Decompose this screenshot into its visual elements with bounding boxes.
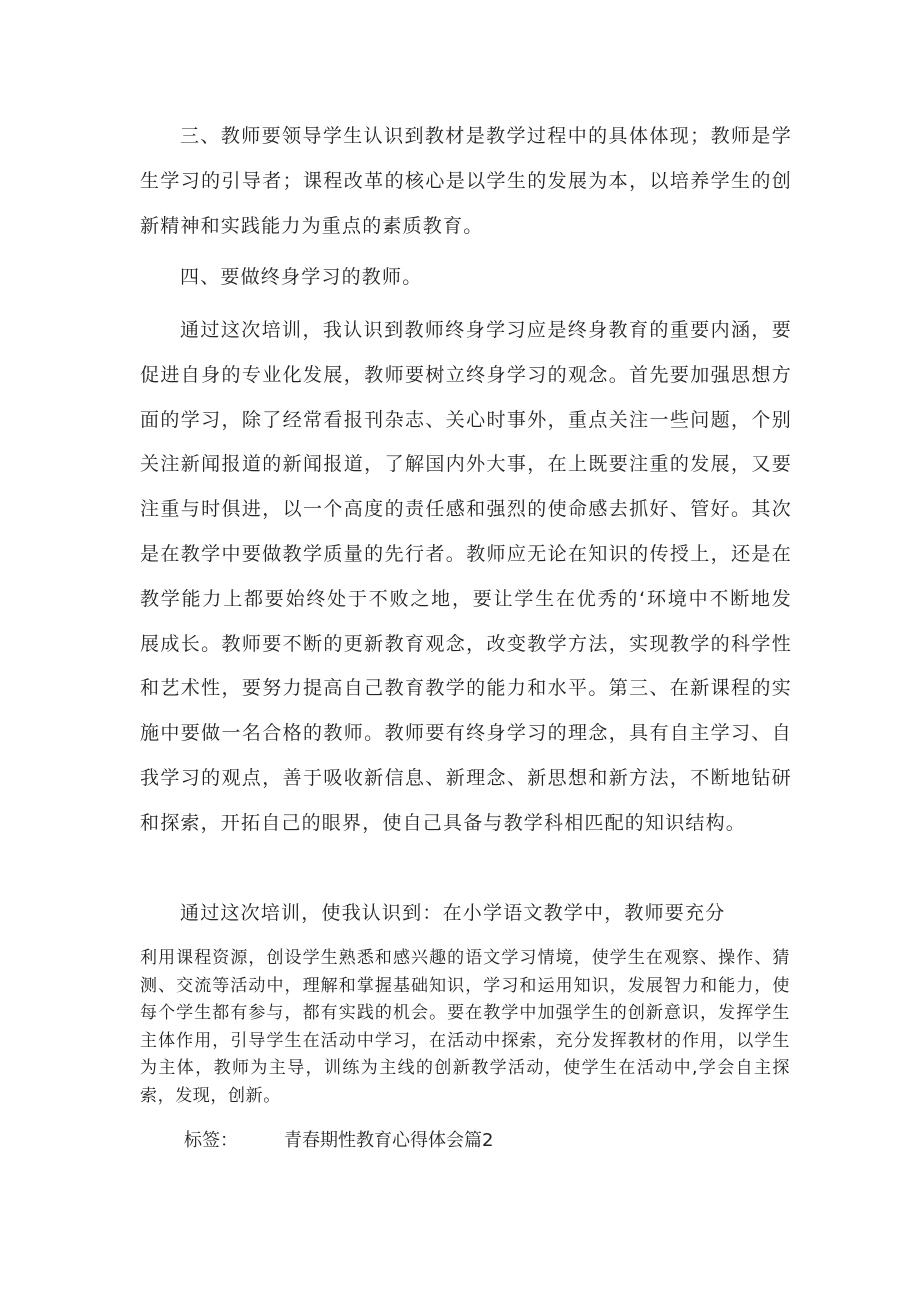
tag-line	[184, 1126, 493, 1152]
paragraph-training-intro: 通过这次培训，使我认识到：在小学语文教学中，教师要充分	[180, 902, 726, 924]
section-heading-four: 四、要做终身学习的教师。	[180, 266, 423, 288]
tag-label: 标签：	[184, 1130, 238, 1151]
paragraph-lifelong-learning: 通过这次培训，我认识到教师终身学习应是终身教育的重要内涵，要促进自身的专业化发展，教师要树立终身学习的观念。首先要加强思想方面的学习，除了经常看报刊杂志、关心时事外，重点关注一些问题，个别关注新闻报道的新闻报道，了解国内外大事，在上既要注重的发展，又要注重与时俱进，以一个高度的责任感和强烈的使命感去抓好、管好。其次是在教学中要做教学质量的先行者。教师应无论在知识的传授上，还是在教学能力上都要始终处于不败之地，要让学生在优秀的‘环境中不断地发展成长。教师要不断的更新教育观念，改变教学方法，实现教学的科学性和艺术性，要努力提高自己教育教学的能力和水平。第三、在新课程的实施中要做一名合格的教师。教师要有终身学习的理念，具有自主学习、自我学习的观点，善于吸收新信息、新理念、新思想和新方法，不断地钻研和探索，开拓自己的眼界，使自己具备与教学科相匹配的知识结构。	[140, 319, 792, 834]
paragraph-three: 三、教师要领导学生认识到教材是教学过程中的具体体现；教师是学生学习的引导者；课程改革的核心是以学生的发展为本，以培养学生的创新精神和实践能力为重点的素质教育。	[140, 125, 792, 237]
paragraph-course-resources: 利用课程资源，创设学生熟悉和感兴趣的语文学习情境，使学生在观察、操作、猜测、交流等活动中，理解和掌握基础知识，学习和运用知识，发展智力和能力，使每个学生都有参与，都有实践的机会。要在教学中加强学生的创新意识，发挥学生主体作用，引导学生在活动中学习，在活动中探索，充分发挥教材的作用，以学生为主体，教师为主导，训练为主线的创新教学活动，使学生在活动中,学会自主探索，发现，创新。	[140, 948, 790, 1106]
tag-value: 青春期性教育心得体会篇2	[284, 1130, 494, 1151]
